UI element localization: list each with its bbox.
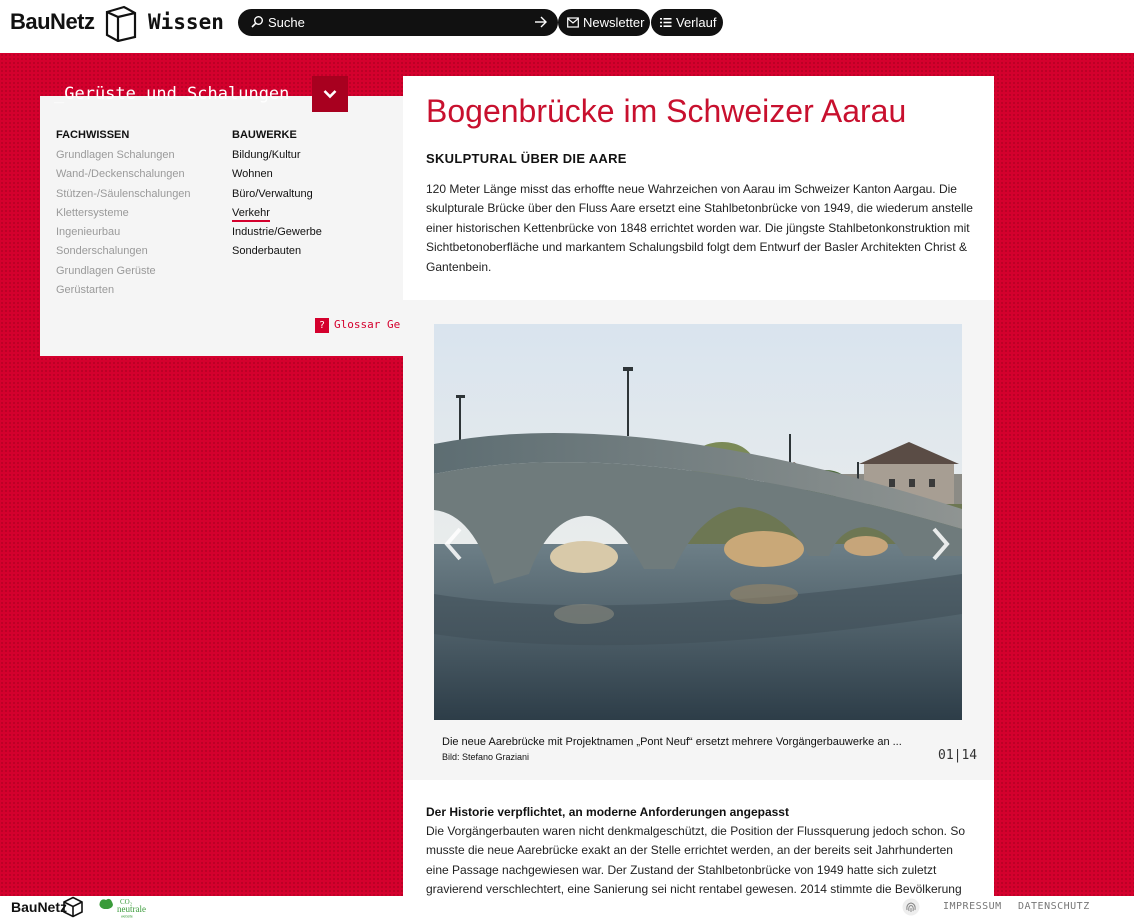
arrow-right-icon[interactable]: [534, 14, 548, 30]
newsletter-button[interactable]: [558, 9, 650, 36]
glossar-question-icon: ?: [315, 318, 329, 333]
search-input[interactable]: [238, 9, 558, 36]
footer-baunetz-logo[interactable]: BauNetz: [11, 899, 68, 915]
menu-item-bildung-kultur[interactable]: Bildung/Kultur: [232, 149, 301, 161]
wissen-logo[interactable]: Wissen: [148, 10, 224, 34]
menu-title[interactable]: _Gerüste und Schalungen: [54, 84, 290, 104]
glossar-label: Glossar Ge: [334, 318, 401, 331]
verlauf-button[interactable]: [651, 9, 723, 36]
site-header: [0, 0, 1134, 53]
co2-website-text: website: [121, 914, 133, 918]
gallery-next-chevron-icon[interactable]: [928, 524, 954, 564]
menu-item-industrie-gewerbe[interactable]: Industrie/Gewerbe: [232, 226, 322, 239]
menu-item-geruestarten[interactable]: Gerüstarten: [56, 284, 115, 297]
article-section-heading: Der Historie verpflichtet, an moderne Anforderungen angepasst: [426, 805, 789, 819]
co2-text: CO₂: [120, 898, 133, 906]
menu-item-buero-verwaltung[interactable]: Büro/Verwaltung: [232, 187, 313, 200]
chevron-down-icon: [323, 88, 337, 100]
menu-item-sonderschalungen[interactable]: Sonderschalungen: [56, 245, 148, 258]
co2-neutrale-text: neutrale: [117, 904, 146, 914]
list-icon: [660, 17, 672, 28]
article-lead-text: 120 Meter Länge misst das erhoffte neue Wahrzeichen von Aarau im Schweizer Kanton Aargau. Die skulpturale Brücke über den Fluss Aare ersetzt eine Stahlbetonbrücke von 1949, die wiederum anstelle einer historischen Kettenbrücke von 1848 errichtet worden war. Die jüngste Stahlbetonkonstruktion mit Sichtbetonoberfläche und markantem Schalungsbild folgt dem Entwurf der Basler Architekten Christ & Gantenbein.: [426, 182, 973, 274]
gallery-credit: Bild: Stefano Graziani: [442, 752, 530, 762]
gallery-caption: Die neue Aarebrücke mit Projektnamen „Pont Neuf“ ersetzt mehrere Vorgängerbauwerke an ...: [442, 736, 902, 748]
cube-icon: [62, 896, 84, 918]
article-body-text: Die Vorgängerbauten waren nicht denkmalgeschützt, die Position der Flussquerung jedoch schon. So musste die neue Aarebrücke exakt an der Stelle errichtet werden, an der bereits seit Jahrhunderten eine Passage nachgewiesen war. Der Zustand der Stahlbetonbrücke von 1949 hatte sich zuletzt gravierend verschlechtert, eine Sanierung sei nicht rentabel gewesen. 2014 stimmte die Bevölkerung: [426, 824, 965, 896]
baunetz-cube-logo-icon[interactable]: [104, 4, 138, 42]
site-footer: [0, 896, 1134, 919]
bauwerke-list: [232, 148, 322, 264]
newsletter-label: Newsletter: [583, 15, 645, 30]
fachwissen-heading: FACHWISSEN: [56, 129, 130, 141]
article-title: Bogenbrücke im Schweizer Aarau: [426, 93, 907, 129]
verlauf-label: Verlauf: [676, 15, 717, 30]
menu-item-wand-deckenschalungen[interactable]: Wand-/Deckenschalungen: [56, 168, 185, 181]
co2-neutral-badge-icon[interactable]: [98, 897, 156, 918]
menu-item-ingenieurbau[interactable]: Ingenieurbau: [56, 226, 121, 239]
search-icon: [250, 15, 264, 29]
menu-item-grundlagen-gerueste[interactable]: Grundlagen Gerüste: [56, 264, 156, 277]
baunetz-logo[interactable]: BauNetz: [10, 9, 95, 34]
menu-item-sonderbauten[interactable]: Sonderbauten: [232, 245, 302, 258]
fachwissen-list: [56, 148, 191, 302]
mail-icon: [567, 17, 579, 28]
gallery-prev-chevron-icon[interactable]: [440, 524, 466, 564]
menu-toggle-button[interactable]: [312, 76, 348, 112]
gallery-photo-bridge[interactable]: [434, 324, 962, 720]
gallery-counter: 01|14: [938, 748, 978, 763]
menu-item-stuetzen-saeulenschalungen[interactable]: Stützen-/Säulenschalungen: [56, 187, 191, 200]
bauwerke-heading: BAUWERKE: [232, 129, 297, 141]
menu-item-verkehr[interactable]: [232, 206, 322, 225]
impressum-link[interactable]: IMPRESSUM: [943, 901, 1002, 912]
menu-item-klettersysteme[interactable]: Klettersysteme: [56, 206, 129, 219]
menu-item-wohnen[interactable]: Wohnen: [232, 168, 273, 181]
glossar-link[interactable]: [315, 318, 403, 334]
datenschutz-link[interactable]: DATENSCHUTZ: [1018, 901, 1090, 912]
fingerprint-icon[interactable]: [902, 898, 920, 916]
article-subtitle: SKULPTURAL ÜBER DIE AARE: [426, 151, 627, 166]
menu-item-verkehr-label: Verkehr: [232, 207, 270, 222]
search-placeholder: Suche: [268, 15, 305, 30]
menu-item-grundlagen-schalungen[interactable]: Grundlagen Schalungen: [56, 149, 175, 161]
